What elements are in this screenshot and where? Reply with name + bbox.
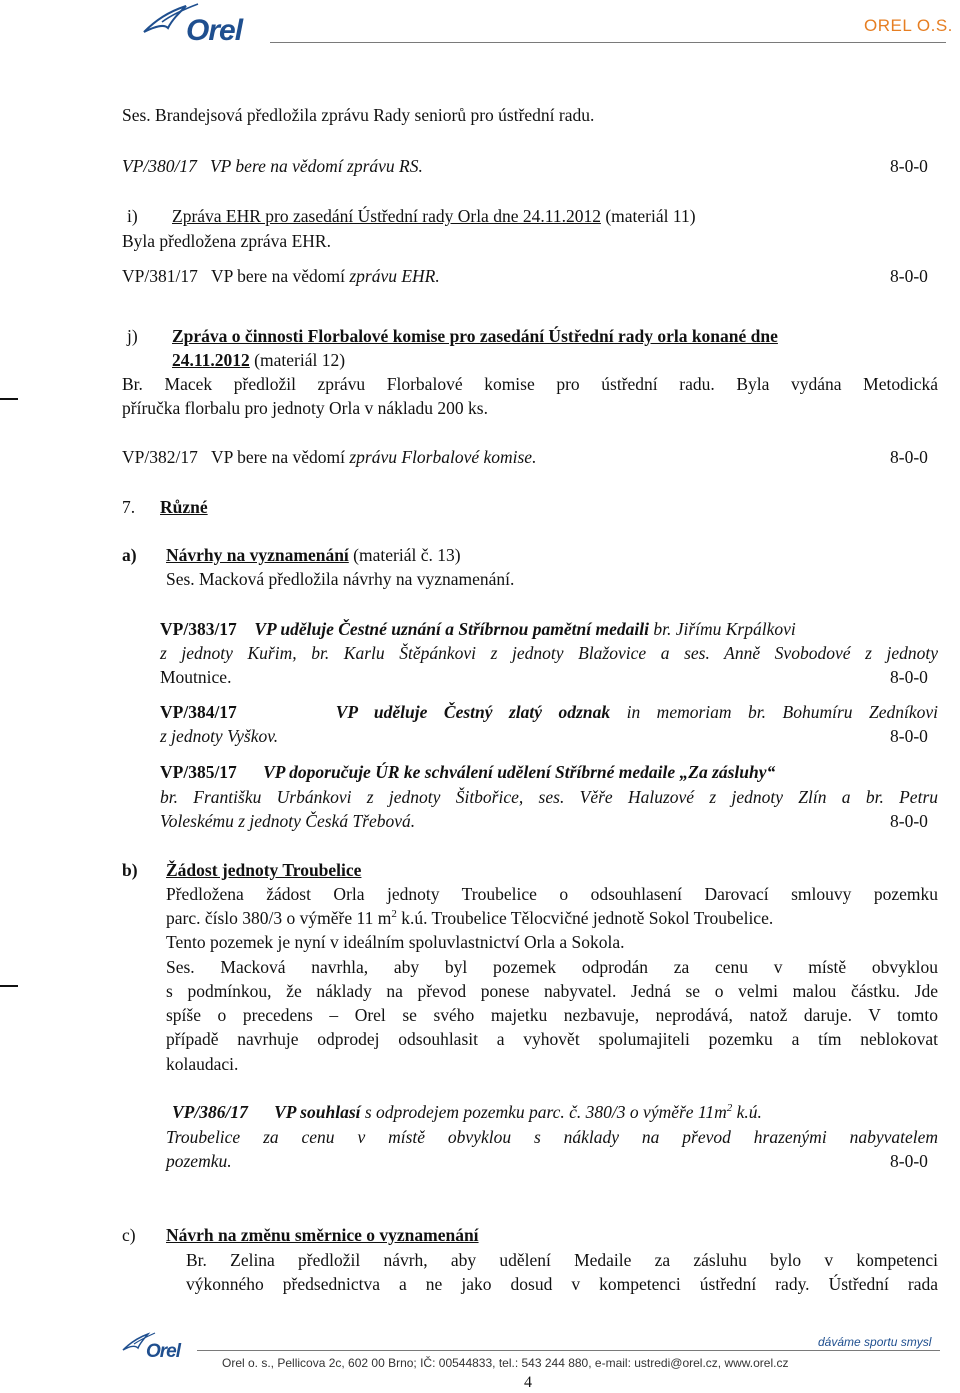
- vote-result: 8-0-0: [890, 811, 928, 831]
- org-title: OREL O.S.: [864, 16, 953, 35]
- footer-logo: [122, 1332, 192, 1366]
- resolution-text: zprávu RS.: [347, 156, 423, 176]
- resolution-number: VP/385/17: [160, 762, 237, 782]
- paragraph: spíše o precedens – Orel se svého majetku nezbavuje, neprodává, natož daruje. V tomto: [166, 1005, 938, 1025]
- item-title: Zpráva o činnosti Florbalové komise pro zasedání Ústřední rady orla konané dne: [172, 326, 778, 346]
- resolution-number: VP/382/17: [122, 447, 198, 467]
- resolution-number: VP/383/17: [160, 619, 237, 639]
- resolution-vp384: [160, 702, 938, 723]
- paragraph: kolaudaci.: [166, 1054, 239, 1074]
- resolution-vp386: VP/386/17 VP souhlasí s odprodejem pozemku parc. č. 380/3 o výměře $11m^2$ k.ú.: [172, 1102, 762, 1122]
- item-i-heading: [172, 206, 696, 227]
- resolution-text: s odprodejem pozemku parc. č. 380/3 o výměře 11m: [364, 1102, 727, 1122]
- vote-result: 8-0-0: [890, 667, 928, 687]
- item-title-date: 24.11.2012: [172, 350, 250, 370]
- resolution-text: pozemku.: [166, 1151, 232, 1171]
- item-title: Žádost jednoty Troubelice: [166, 860, 362, 880]
- resolution-vp382: [122, 447, 536, 468]
- item-title: Zpráva EHR pro zasedání Ústřední rady Orla dne 24.11.2012: [172, 206, 601, 226]
- paragraph: výkonného předsednictva a ne jako dosud v kompetenci ústřední rady. Ústřední rada: [186, 1274, 938, 1294]
- resolution-text: z jednoty Kuřim, br. Karlu Štěpánkovi z jednoty Blažovice a ses. Anně Svobodové z jednoty: [160, 643, 938, 663]
- footer-divider: [197, 1350, 940, 1351]
- paragraph: Br. Zelina předložil návrh, aby udělení Medaile za zásluhu bylo v kompetenci: [186, 1250, 938, 1270]
- resolution-text: Voleskému z jednoty Česká Třebová.: [160, 811, 416, 831]
- footer-slogan: dáváme sportu smysl: [818, 1335, 932, 1349]
- resolution-verb: VP bere na vědomí: [210, 266, 345, 286]
- resolution-text: in memoriam br. Bohumíru Zedníkovi: [626, 702, 938, 722]
- paragraph: případě navrhuje odprodej odsouhlasit a vyhovět spolumajiteli pozemku a tím neblokovat: [166, 1029, 938, 1049]
- paragraph: Ses. Brandejsová předložila zprávu Rady seniorů pro ústřední radu.: [122, 105, 595, 125]
- vote-result: 8-0-0: [890, 1151, 928, 1171]
- header-divider: [270, 42, 946, 43]
- logo-wordmark: Orel: [146, 1341, 181, 1362]
- item-i-marker: i): [127, 206, 138, 226]
- material-ref: (materiál č. 13): [353, 545, 461, 565]
- logo-wordmark: Orel: [186, 14, 243, 47]
- material-ref: (materiál 12): [254, 350, 346, 370]
- paragraph: Ses. Macková předložila návrhy na vyznamenání.: [166, 569, 515, 589]
- resolution-text: br. Františku Urbánkovi z jednoty Šitbořice, ses. Věře Haluzové z jednoty Zlín a br. Petru: [160, 787, 938, 807]
- vote-result: 8-0-0: [890, 726, 928, 746]
- resolution-text: zprávu EHR.: [349, 266, 440, 286]
- section-number: 7.: [122, 497, 136, 517]
- resolution-text: br. Jiřímu Krpálkovi: [653, 619, 796, 639]
- resolution-vp383: [160, 619, 796, 640]
- header-logo: [140, 0, 270, 52]
- resolution-vp380: [122, 156, 423, 177]
- resolution-vp381: [122, 266, 440, 287]
- item-title: Návrhy na vyznamenání: [166, 545, 349, 565]
- item-a-marker: a): [122, 545, 137, 565]
- resolution-verb: VP souhlasí: [274, 1102, 361, 1122]
- margin-mark: [0, 398, 18, 400]
- paragraph-line: parc. číslo 380/3 o výměře 11 $m^2$ k.ú. Troubelice Tělocvičné jednotě Sokol Troubelice.: [166, 908, 774, 928]
- resolution-number: VP/386/17: [172, 1102, 248, 1122]
- item-j-heading-line2: [172, 350, 345, 371]
- resolution-text: Troubelice za cenu v místě obvyklou s náklady na převod hrazenými nabyvatelem: [166, 1127, 938, 1147]
- resolution-text: Moutnice.: [160, 667, 232, 687]
- vote-result: 8-0-0: [890, 156, 928, 176]
- vote-result: 8-0-0: [890, 266, 928, 286]
- item-c-marker: c): [122, 1225, 136, 1245]
- resolution-verb: VP uděluje Čestné uznání a Stříbrnou pamětní medaili: [254, 619, 649, 639]
- resolution-verb: VP doporučuje ÚR ke schválení udělení Stříbrné medaile „Za zásluhy“: [263, 762, 776, 782]
- section-title: Různé: [160, 497, 208, 517]
- footer-address: Orel o. s., Pellicova 2c, 602 00 Brno; IČ: 00544833, tel.: 543 244 880, e-mail: ustredi@orel.cz, www.orel.cz: [222, 1356, 789, 1370]
- resolution-vp385: [160, 762, 775, 783]
- margin-mark: [0, 985, 18, 987]
- resolution-number: VP/381/17: [122, 266, 198, 286]
- material-ref: (materiál 11): [605, 206, 696, 226]
- page-number: 4: [524, 1374, 532, 1391]
- resolution-verb: VP bere na vědomí: [210, 447, 345, 467]
- paragraph: příručka florbalu pro jednoty Orla v nákladu 200 ks.: [122, 398, 488, 418]
- item-title: Návrh na změnu směrnice o vyznamenání: [166, 1225, 479, 1245]
- paragraph: Ses. Macková navrhla, aby byl pozemek odprodán za cenu v místě obvyklou: [166, 957, 938, 977]
- item-a-heading: [166, 545, 461, 566]
- vote-result: 8-0-0: [890, 447, 928, 467]
- paragraph: Br. Macek předložil zprávu Florbalové komise pro ústřední radu. Byla vydána Metodická: [122, 374, 938, 394]
- paragraph: s podmínkou, že náklady na převod ponese nabyvatel. Jedná se o velmi malou částku. Jde: [166, 981, 938, 1001]
- resolution-number: VP/380/17: [122, 156, 197, 176]
- resolution-number: VP/384/17: [160, 702, 237, 722]
- resolution-text: z jednoty Vyškov.: [160, 726, 279, 746]
- paragraph: Byla předložena zpráva EHR.: [122, 231, 331, 251]
- item-j-marker: j): [127, 326, 138, 346]
- resolution-text: zprávu Florbalové komise.: [349, 447, 537, 467]
- resolution-verb: VP uděluje Čestný zlatý odznak: [335, 702, 611, 722]
- paragraph: Předložena žádost Orla jednoty Troubelice o odsouhlasení Darovací smlouvy pozemku: [166, 884, 938, 904]
- paragraph: Tento pozemek je nyní v ideálním spoluvlastnictví Orla a Sokola.: [166, 932, 625, 952]
- item-b-marker: b): [122, 860, 138, 880]
- resolution-verb: VP bere na vědomí: [209, 156, 343, 176]
